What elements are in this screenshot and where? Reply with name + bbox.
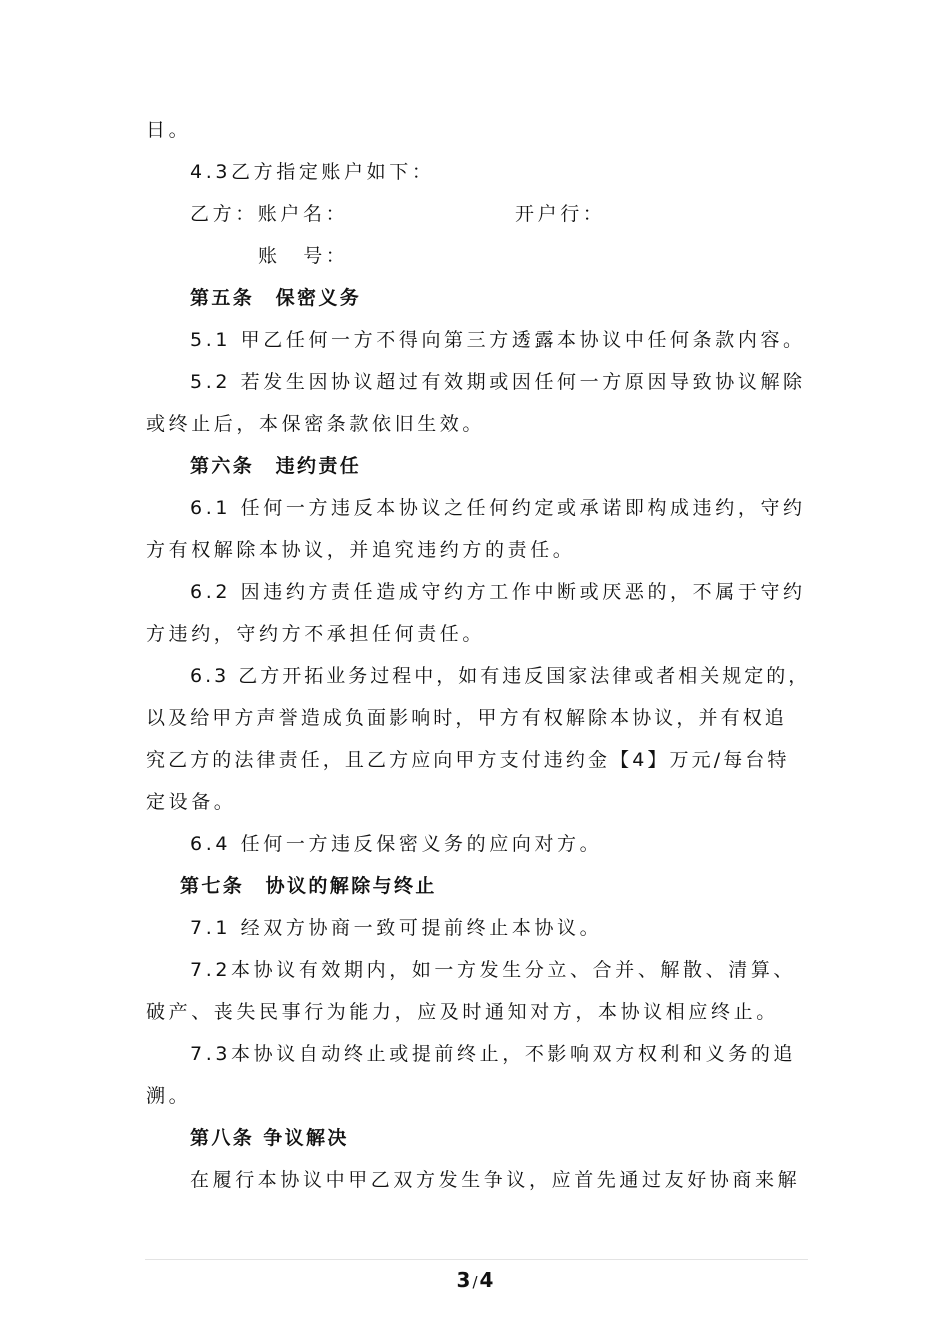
text-line: 7.2本协议有效期内，如一方发生分立、合并、解散、清算、 bbox=[190, 959, 797, 981]
text-line: 定设备。 bbox=[146, 791, 237, 813]
text-line: 6.1 任何一方违反本协议之任何约定或承诺即构成违约，守约 bbox=[190, 497, 806, 519]
text-line: 5.1 甲乙任何一方不得向第三方透露本协议中任何条款内容。 bbox=[190, 329, 806, 351]
text-line: 以及给甲方声誉造成负面影响时，甲方有权解除本协议，并有权追 bbox=[146, 707, 787, 729]
current-page: 3 bbox=[456, 1268, 471, 1292]
text-line: 方有权解除本协议，并追究违约方的责任。 bbox=[146, 539, 576, 561]
text-line: 6.3 乙方开拓业务过程中，如有违反国家法律或者相关规定的， bbox=[190, 665, 811, 687]
section-heading: 第七条 协议的解除与终止 bbox=[180, 875, 437, 897]
section-heading: 第五条 保密义务 bbox=[190, 287, 362, 309]
text-line: 5.2 若发生因协议超过有效期或因任何一方原因导致协议解除 bbox=[190, 371, 806, 393]
text-line: 6.4 任何一方违反保密义务的应向对方。 bbox=[190, 833, 603, 855]
bank-label: 开户行： bbox=[515, 203, 606, 225]
total-pages: 4 bbox=[479, 1268, 494, 1292]
text-line: 究乙方的法律责任，且乙方应向甲方支付违约金【4】万元/每台特 bbox=[146, 749, 790, 771]
section-heading: 第八条 争议解决 bbox=[190, 1127, 349, 1149]
text-line: 4.3乙方指定账户如下： bbox=[190, 161, 435, 183]
text-line: 日。 bbox=[146, 119, 192, 141]
section-heading: 第六条 违约责任 bbox=[190, 455, 362, 477]
text-line: 破产、丧失民事行为能力，应及时通知对方，本协议相应终止。 bbox=[146, 1001, 779, 1023]
text-line: 6.2 因违约方责任造成守约方工作中断或厌恶的，不属于守约 bbox=[190, 581, 806, 603]
text-line: 方违约，守约方不承担任何责任。 bbox=[146, 623, 486, 645]
footer-divider bbox=[145, 1259, 808, 1260]
page-number bbox=[0, 1268, 950, 1294]
text-line: 7.1 经双方协商一致可提前终止本协议。 bbox=[190, 917, 603, 939]
text-line: 溯。 bbox=[146, 1085, 192, 1107]
text-line: 或终止后，本保密条款依旧生效。 bbox=[146, 413, 486, 435]
account-number-label: 账 号： bbox=[258, 245, 349, 267]
text-line: 在履行本协议中甲乙双方发生争议，应首先通过友好协商来解 bbox=[190, 1169, 801, 1191]
text-line: 7.3本协议自动终止或提前终止，不影响双方权利和义务的追 bbox=[190, 1043, 797, 1065]
account-name-label: 乙方：账户名： bbox=[190, 203, 349, 225]
page-separator: / bbox=[472, 1273, 478, 1291]
